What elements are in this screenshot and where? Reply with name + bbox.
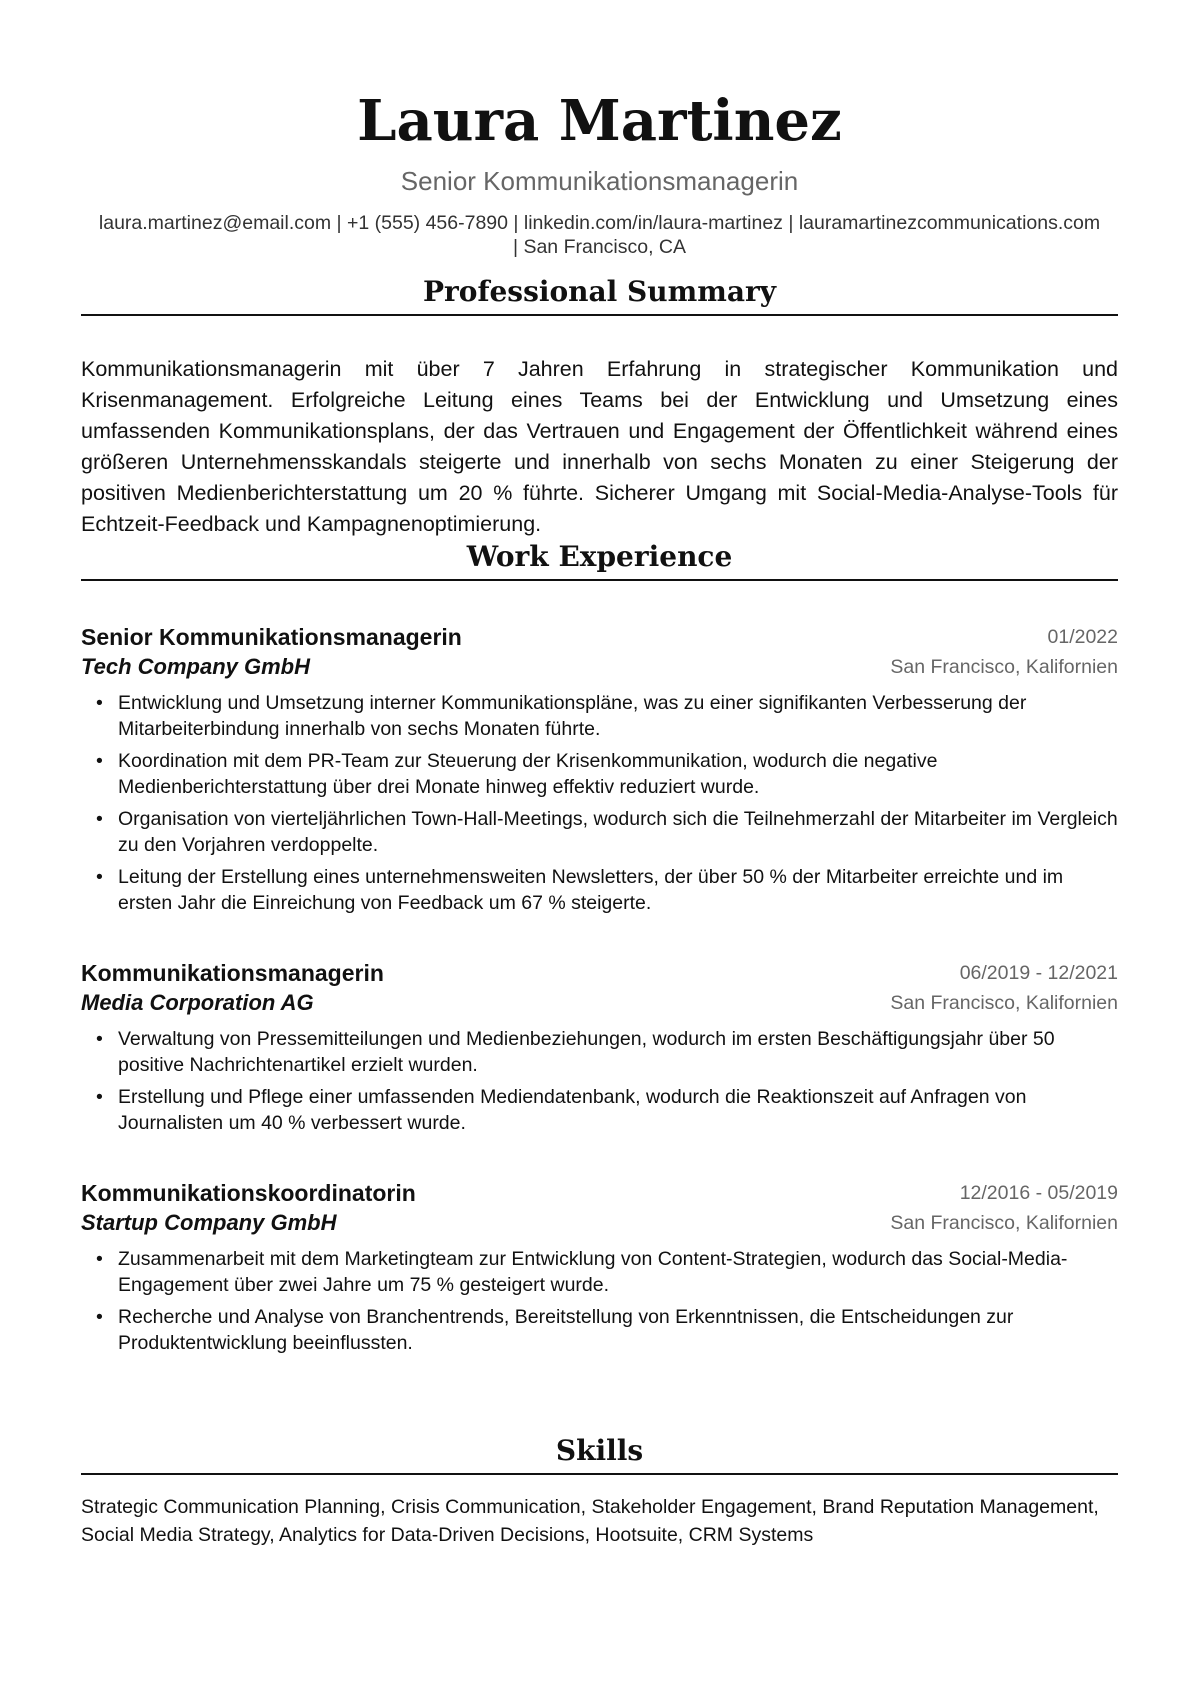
experience-heading: Work Experience (81, 537, 1118, 581)
bullet-dot-icon: • (96, 866, 103, 888)
contact-line-1: laura.martinez@email.com | +1 (555) 456-7890 | linkedin.com/in/laura-martinez | lauramartinezcommunications.com (98, 212, 1101, 234)
bullet-item (81, 864, 1118, 916)
bullet-item (81, 748, 1118, 800)
summary-heading: Professional Summary (81, 272, 1118, 316)
job-role: Kommunikationskoordinatorin (81, 1180, 416, 1206)
bullet-dot-icon: • (96, 808, 103, 830)
candidate-title: Senior Kommunikationsmanagerin (400, 166, 799, 196)
job-location: San Francisco, Kalifornien (890, 656, 1118, 678)
job-date: 01/2022 (1047, 626, 1118, 648)
bullet-dot-icon: • (96, 1028, 103, 1050)
bullet-dot-icon: • (96, 1086, 103, 1108)
skills-text: Strategic Communication Planning, Crisis Communication, Stakeholder Engagement, Brand Reputation Management, Social Media Strategy, Analytics for Data-Driven Decisions, Hootsuite, CRM Systems (81, 1496, 1099, 1546)
bullet-text: Leitung der Erstellung eines unternehmensweiten Newsletters, der über 50 % der Mitarbeiter erreichte und im ersten Jahr die Einreichung von Feedback um 67 % steigerte. (118, 866, 1064, 914)
bullet-item (81, 1304, 1118, 1356)
job-header-row (81, 958, 1118, 988)
job-company: Tech Company GmbH (81, 654, 310, 679)
job-date: 12/2016 - 05/2019 (959, 1182, 1118, 1204)
bullet-text: Koordination mit dem PR-Team zur Steuerung der Krisenkommunikation, wodurch die negative Medienberichterstattung über drei Monate hinweg effektiv reduziert wurde. (118, 750, 938, 798)
bullet-dot-icon: • (96, 692, 103, 714)
bullet-item (81, 1084, 1118, 1136)
bullet-dot-icon: • (96, 1306, 103, 1328)
bullet-text: Verwaltung von Pressemitteilungen und Medienbeziehungen, wodurch im ersten Beschäftigungsjahr über 50 positive Nachrichtenartikel erzielt wurden. (118, 1028, 1055, 1076)
job-company: Media Corporation AG (81, 990, 314, 1015)
bullet-item (81, 690, 1118, 742)
candidate-name: Laura Martinez (357, 88, 842, 154)
job-company-row (81, 652, 1118, 682)
job-company-row (81, 1208, 1118, 1238)
job-company-row (81, 988, 1118, 1018)
bullet-text: Zusammenarbeit mit dem Marketingteam zur Entwicklung von Content-Strategien, wodurch das Social-Media-Engagement über zwei Jahre um 75 % gesteigert wurde. (118, 1248, 1068, 1296)
job-bullets (81, 690, 1118, 916)
job-bullets (81, 1026, 1118, 1136)
contact-info (81, 211, 1118, 259)
bullet-item (81, 806, 1118, 858)
bullet-item (81, 1246, 1118, 1298)
job-entry (81, 622, 1118, 922)
job-bullets (81, 1246, 1118, 1356)
bullet-dot-icon: • (96, 750, 103, 772)
contact-line-2: | San Francisco, CA (512, 236, 687, 258)
job-entry (81, 1178, 1118, 1362)
job-role: Senior Kommunikationsmanagerin (81, 624, 462, 650)
job-header-row (81, 622, 1118, 652)
skills-heading: Skills (81, 1431, 1118, 1475)
job-location: San Francisco, Kalifornien (890, 992, 1118, 1014)
job-role: Kommunikationsmanagerin (81, 960, 384, 986)
job-company: Startup Company GmbH (81, 1210, 337, 1235)
bullet-text: Entwicklung und Umsetzung interner Kommunikationspläne, was zu einer signifikanten Verbesserung der Mitarbeiterbindung innerhalb von sechs Monaten führte. (118, 692, 1027, 740)
job-date: 06/2019 - 12/2021 (959, 962, 1118, 984)
job-entry (81, 958, 1118, 1142)
bullet-dot-icon: • (96, 1248, 103, 1270)
job-header-row (81, 1178, 1118, 1208)
job-location: San Francisco, Kalifornien (890, 1212, 1118, 1234)
bullet-text: Organisation von vierteljährlichen Town-Hall-Meetings, wodurch sich die Teilnehmerzahl der Mitarbeiter im Vergleich zu den Vorjahren verdoppelte. (118, 808, 1118, 856)
bullet-text: Recherche und Analyse von Branchentrends, Bereitstellung von Erkenntnissen, die Entscheidungen zur Produktentwicklung beeinflussten. (118, 1306, 1014, 1354)
summary-text: Kommunikationsmanagerin mit über 7 Jahren Erfahrung in strategischer Kommunikation und Krisenmanagement. Erfolgreiche Leitung eines Teams bei der Entwicklung und Umsetzung eines umfassenden Kommunikationsplans, der das Vertrauen und Engagement der Öffentlichkeit während eines größeren Unternehmensskandals steigerte und innerhalb von sechs Monaten zu einer Steigerung der positiven Medienberichterstattung um 20 % führte. Sicherer Umgang mit Social-Media-Analyse-Tools für Echtzeit-Feedback und Kampagnenoptimierung. (81, 357, 1118, 536)
bullet-item (81, 1026, 1118, 1078)
bullet-text: Erstellung und Pflege einer umfassenden Mediendatenbank, wodurch die Reaktionszeit auf Anfragen von Journalisten um 40 % verbessert wurde. (118, 1086, 1027, 1134)
